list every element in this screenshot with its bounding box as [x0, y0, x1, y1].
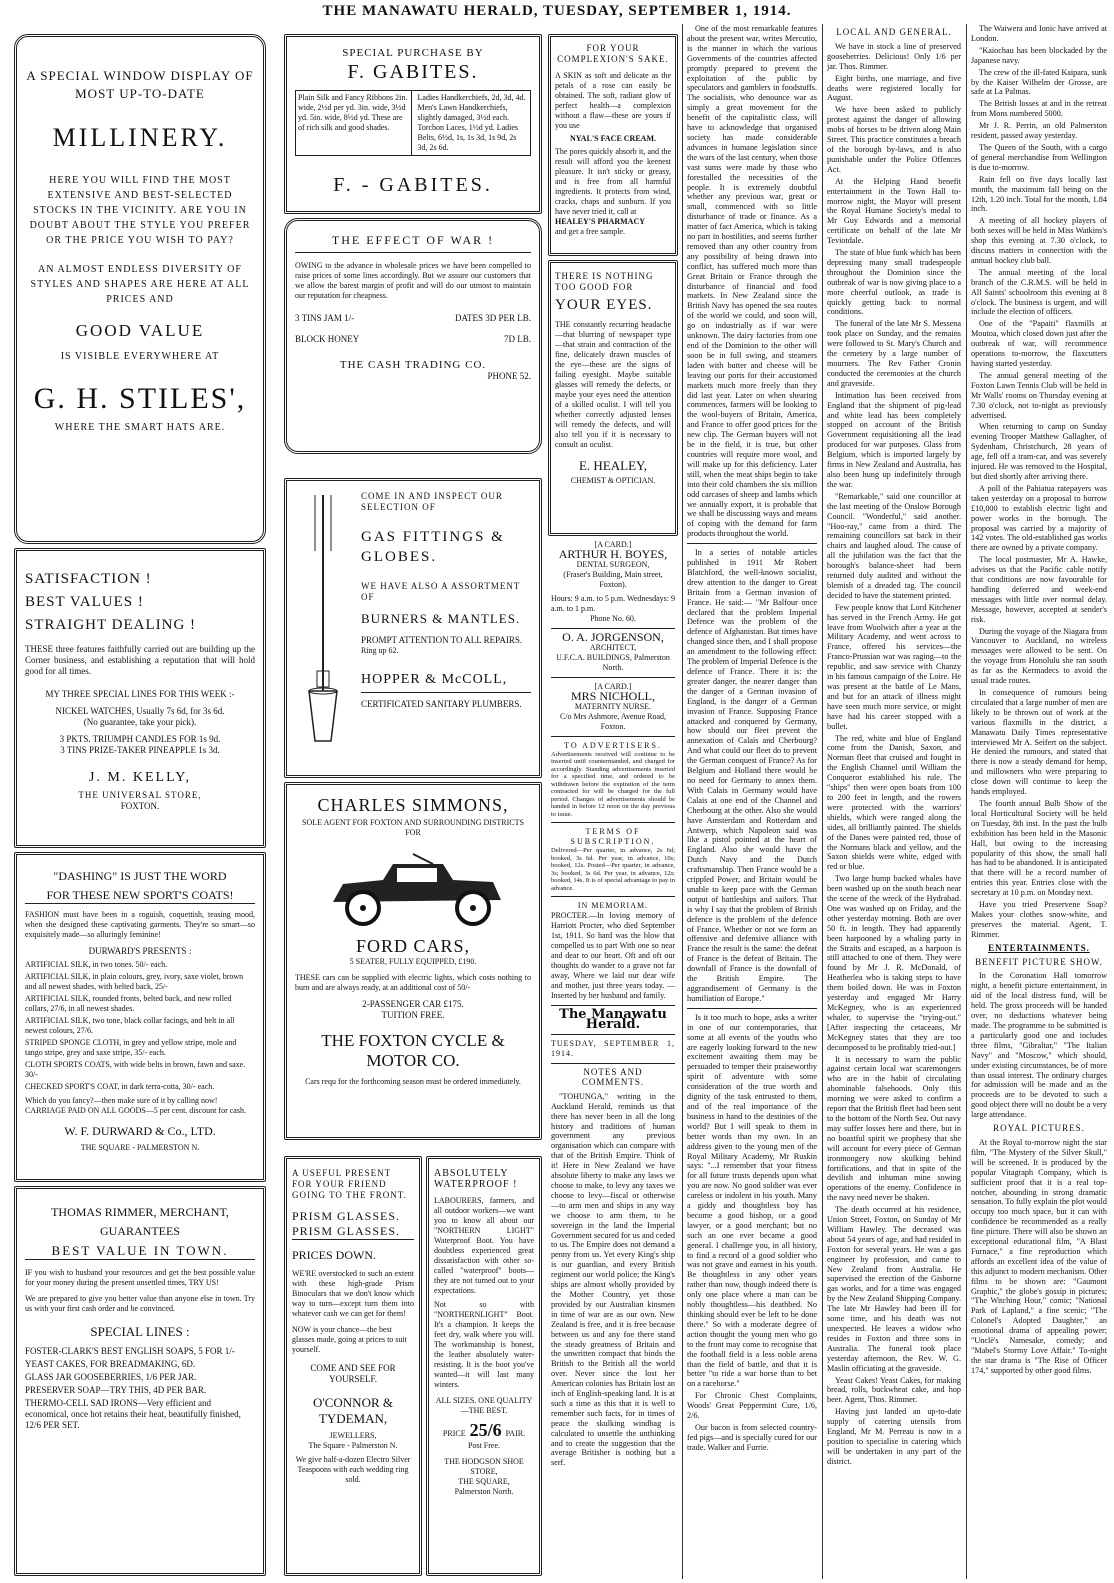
jorgenson-addr: U.F.C.A. BUILDINGS, Palmerston North.: [556, 652, 670, 672]
prism-body2: NOW is your chance—the best glasses made, going at prices to suit yourself.: [292, 1325, 407, 1354]
column-local: [824, 24, 964, 1579]
kelly-h3: STRAIGHT DEALING !: [25, 617, 197, 633]
kelly-h1: SATISFACTION !: [25, 571, 152, 587]
column-right: [968, 24, 1110, 1579]
healey-intro: FOR YOUR COMPLEXION'S SAKE.: [557, 43, 669, 64]
eyes-name: E. HEALEY,: [578, 458, 647, 473]
durward-address: THE SQUARE - PALMERSTON N.: [80, 1143, 200, 1152]
benefit-title: BENEFIT PICTURE SHOW.: [975, 956, 1103, 967]
prism-come: COME AND SEE FOR YOURSELF.: [310, 1363, 396, 1384]
boyes-addr: (Fraser's Building, Main street, Foxton).: [563, 569, 663, 589]
stiles-intro: A SPECIAL WINDOW DISPLAY OF MOST UP-TO-DATE: [26, 68, 254, 101]
advertisers-title: TO ADVERTISERS.: [564, 740, 662, 750]
masthead: THE MANAWATU HERALD, TUESDAY, SEPTEMBER 1, 1914.: [322, 3, 792, 19]
prism-down: PRICES DOWN.: [292, 1248, 377, 1262]
kelly-h2: BEST VALUES !: [25, 594, 144, 610]
simmons-cars: FORD CARS,: [355, 936, 471, 956]
rimmer-title: THOMAS RIMMER, MERCHANT,: [51, 1205, 229, 1219]
local-item: The red, white and blue of England come from the Danish, Saxon, and Norman fleet that cruised and fought in the English Channel until William the Conqueror established his rule. The "ships" then were open boats from 100 to 200 feet in length, and the rowers were protected with the warriors' shields, which were ranged along the sides, all brilliantly painted. The shields of the Danes were painted red, those of the Normans black and yellow, and the Saxon shields were white, edged with red or blue.: [827, 733, 961, 872]
eyes-trade: CHEMIST & OPTICIAN.: [570, 476, 656, 485]
nicholl-trade: MATERNITY NURSE.: [574, 701, 652, 711]
durward-h1: "DASHING" IS JUST THE WORD: [53, 869, 227, 883]
kelly-name: J. M. KELLY,: [88, 770, 192, 785]
column-cards: [548, 540, 678, 1579]
rimmer-item: FOSTER-CLARK'S BEST ENGLISH SOAPS, 5 FOR 1/-: [25, 1346, 235, 1356]
hodgson-sizes: ALL SIZES. ONE QUALITY—THE BEST.: [435, 1396, 533, 1415]
rimmer-body2: We are prepared to give you better value than anyone else in town. Try us with your first cash order and be convinced.: [25, 1294, 255, 1313]
ad-healey-complexion: [548, 34, 678, 256]
rimmer-item: PRESERVER SOAP—TRY THIS, 4D PER BAR.: [25, 1385, 207, 1395]
prism-give: We give half-a-dozen Electro Silver Teaspoons with each wedding ring sold.: [295, 1455, 411, 1484]
notes-title: NOTES AND COMMENTS.: [581, 1067, 645, 1087]
article-remarkable: One of the most remarkable features about the present war, writes Mercutio, is the manner in which the various Governments of the countries affected promptly prepared to prevent the exploitation of the public by speculators and gamblers in foodstuffs. The socialists, who denounce war as simply a great movement for the benefit of the capitalistic class, will have to acknowledge that organised society has made considerable advances in humane legislation since the wars of the last century, when those vast sums were made by those who forestalled the necessities of the people. It is extremely doubtful whether any previous war, great or small, commenced with so little disturbance of trade or finance. As a matter of fact America, which is taking no part in hostilities, and seems further removed than any other country from any possibility of being drawn into conflict, has suffered much more than Great Britain or France through the disturbance of financial and food markets. In New Zealand since the British Navy has opened the sea routes of the world we could, and soon will, go on industrially as if war were unknown. The dairy factories from one end of the Dominion to the other will soon be in full swing, and steamers laden with butter and cheese will be leaving our ports for their accustomed markets much more freely than they did last year. Later on when shearing commences, farmers will be looking to the wool-buyers of Britain, America, and France to offer good prices for the new clip. The German buyers will not be in the field, it is true, but other countries will require more wool, and will make up for this deficiency. Later still, when the meat ships begin to take into their cold chambers the six million odd carcases of sheep and lambs which we annually export, it is probable that we shall be discussing ways and means of coping with the demand for farm products throughout the world.: [687, 24, 817, 539]
article-blatchford: In a series of notable articles published in 1911 Mr Robert Blatchford, the well-known socialist, drew attention to the danger to Great Britain from a German invasion of France. He said:— "Mr Balfour once declared that the problem Imperial Defence was the problem of the defence of Afghanistan. But times have changed since then, and I shall propose an amendment to the following effect: The problem of Imperial Defence is the defence of France. There it is: the greater danger, the nearer danger than the danger of a German invasion of England, is the danger of a German invasion of France. Supposing France attacked and conquered by Germany, how should our fleet prevent the annexation of Calais and Cherbourg? And what could our fleet do to prevent the German conquest of France? As for Belgium and Holland there would be no need for Germany to annex them. With Calais in Germany would have Calais at one end of the Channel and Cherbourg at the other. Also she would have Amsterdam and Rotterdam and Antwerp, which Napoleon said was like a pistol pointed at the heart of England. Also she would have the Dutch Navy and the Dutch craftsmanship. Then France would be a crippled Power, and Britain would be unable to keep pace with the German output of battleships and sailors. That is why I say that the problem of British defence is the problem of the defence of France. Whether or not we form an offensive and defensive alliance with France the result is the same: the defeat of France is the defeat of Britain. The downfall of France is the downfall of the British Empire. The aggrandisement of Germany is the humiliation of Europe.": [687, 548, 817, 1003]
news-item: Rain fell on five days locally last month, the maximum fall being on the 12th, 1.20 inch. Total for the month, 1.84 inch.: [971, 174, 1107, 214]
stiles-body2: AN ALMOST ENDLESS DIVERSITY OF STYLES AND SHAPES ARE HERE AT ALL PRICES AND: [30, 264, 250, 305]
boyes-card: [A CARD.]: [594, 540, 632, 549]
local-item: Two large hump backed whales have been washed up on the south beach near the scene of the wreck of the Hydrabad. One was washed up on Friday, and the other yesterday morning. Both are over 50 ft. in length. They had apparently been harpooned by a whaling party in the Straits and escaped, as a harpoon is still attached to one of them. They were found by Mr J. R. McDonald, of Heatherlea who is taking steps to have them boiled down. He was in Foxton yesterday and engaged Mr Harry McKegney, who is an experienced whaler, to supervise the "trying-out." [After inspecting the cetaceans, Mr McKegney states that they are too decomposed to be profitably tried-out.]: [827, 874, 961, 1052]
simmons-spec: 5 SEATER, FULLY EQUIPPED, £190.: [349, 957, 477, 966]
hodgson-body2: Not so with "NORTHERNLIGHT" Boot. It's a champion. It keeps the feet dry, walk where you will. The workmanship is honest, the leather absolutely water-resisting. It is the boot you've wanted—it will last many winters.: [434, 1300, 534, 1389]
nicholl-addr: C/o Mrs Ashmore, Avenue Road, Foxton.: [559, 711, 667, 731]
kelly-line1: NICKEL WATCHES, Usually 7s 6d, for 3s 6d.: [55, 706, 225, 716]
hopper-ring: Ring up 62.: [361, 646, 399, 655]
hopper-intro: COME IN AND INSPECT OUR SELECTION OF: [361, 491, 503, 512]
news-item: A meeting of all hockey players of both sexes will be held in Miss Watkins's shop this evening at 7.30 o'clock, to discuss matters in connection with the annual hockey club ball.: [971, 216, 1107, 265]
ad-hodgson: [426, 1156, 542, 1576]
news-item: The annual general meeting of the Foxton Lawn Tennis Club will be held in Mr Walls' rooms on Thursday evening at 7.30 o'clock, not to-night as previously advertised.: [971, 370, 1107, 420]
gabites-right: Ladies Handkerchiefs, 2d, 3d, 4d. Men's Lawn Handkerchiefs, slightly damaged, 3½d each. Torchon Laces, 1½d yd. Ladies Belts, 6½d, 1s, 1s 3d, 1s 9d, 2s 3d, 2s 6d.: [417, 93, 526, 152]
ad-prism: [284, 1156, 422, 1576]
ad-durward: [14, 852, 266, 1182]
stiles-good-value: GOOD VALUE: [75, 321, 205, 340]
gabites-left: Plain Silk and Fancy Ribbons 2in. wide, 2½d per yd. 3in. wide, 3½d yd. 5in. wide, 8½d yd. These are of rich silk and good shades.: [296, 91, 412, 155]
column-4: [684, 24, 820, 1579]
durward-item: CLOTH SPORTS COATS, with wide belts in brown, fawn and saxe. 30/-: [25, 1060, 246, 1079]
news-item: The fourth annual Bulb Show of the local Horticultural Society will be held on Tuesday, 8th inst. In the past the bulb exhibition has been held in the Masonic Hall, but owing to the increasing popularity of this show, the small hall has had to be abandoned. It is anticipated that there will be a record number of entries this year. Entries close with the secretary at 10 p.m. on Monday next.: [971, 798, 1107, 898]
simmons-body: THESE cars can be supplied with electric lights, which costs nothing to burn and are always ready, at an additional cost of 50/-: [295, 973, 531, 992]
prism-name: O'CONNOR & TYDEMAN,: [313, 1395, 393, 1426]
hodgson-price-label: PRICE: [442, 1429, 466, 1438]
gabites-intro: SPECIAL PURCHASE BY: [342, 47, 484, 59]
ad-gabites: [284, 34, 542, 214]
healey-product: NYAL'S FACE CREAM.: [569, 134, 656, 143]
prism-title2: PRISM GLASSES.: [292, 1224, 414, 1240]
kelly-town: FOXTON.: [120, 801, 160, 811]
durward-h2: FOR THESE NEW SPORT'S COATS!: [25, 888, 255, 904]
news-item: "Kaiochau has been blockaded by the Japanese navy.: [971, 45, 1107, 65]
boyes-phone: Phone No. 60.: [590, 613, 636, 623]
cash-body: OWING to the advance in wholesale prices we have been compelled to raise prices of some lines accordingly. But we assure our customers that we allow the barest margin of profit and will do our utmost to maintain our reputation for cheapness.: [295, 261, 531, 300]
news-item: The annual meeting of the local branch of the C.R.M.S. will be held in All Saints' schoolroom this evening at 8 o'clock. The business is urgent, and will include the election of officers.: [971, 267, 1107, 317]
article-young: Is it too much to hope, asks a writer in one of our contemporaries, that some at all events of the youths who are eagerly looking forward to the new excitement awaiting them may be persuaded to temper their praiseworthy spirit of adventure with some consideration of the true worth and dignity of the task entrusted to them, and of the real importance of the business in hand to the destinies of the world? But I will speak to them in better words than my own. In an address given to the young men of the Royal Military Academy, Mr Ruskin says: "...I remember that your fitness for all future trusts depends upon what you are now. No good soldier was ever careless or indolent in his youth. Many a giddy and thoughtless boy has become a good bishop, or a good lawyer, or a good merchant; but no such an one ever became a good general. I challenge you, in all history, to find a record of a good soldier who was not grave and earnest in his youth. Be thoughtless in any other years rather than now, though indeed there is only one place where a man can be nobly thoughtless—his deathbed. No thinking should ever be left to be done there." So with a moderate degree of action thought the young men who go to the front may come to recognise that the football field is a less noble arena than the field of battle, and that it is better "to ride a war horse than to bet on a racehorse.": [687, 1012, 817, 1389]
hodgson-body: LABOURERS, farmers, and all outdoor workers—we want you to know all about our "NORTHERN LIGHT" Waterproof Boot. You have doubtless experienced great dissatisfaction with other so-called "waterproof" boots—they are not turned out to your expectations.: [434, 1196, 534, 1295]
durward-presents: DURWARD'S PRESENTS :: [88, 946, 192, 956]
local-item: We have in stock a line of preserved gooseberries. Delicious! Only 1/6 per jar. Thos. Rimmer.: [827, 41, 961, 71]
boyes-name: ARTHUR H. BOYES,: [558, 547, 668, 561]
local-item: Eight births, one marriage, and five deaths were registered locally for August.: [827, 73, 961, 103]
stiles-tagline: WHERE THE SMART HATS ARE.: [54, 422, 226, 433]
entertainments-title: ENTERTAINMENTS.: [988, 942, 1090, 953]
news-item: A poll of the Pahiatua ratepayers was taken yesterday on a proposal to borrow £10,000 to establish electric light and power works in the borough. The proposal was carried by a majority of 142 votes. The old-established gas works there are owned by a private company.: [971, 483, 1107, 553]
durward-items: [25, 960, 255, 1092]
local-item: It is necessary to warn the public against certain local war scaremongers who are in the habit of circulating abominable falsehoods. Only this morning we were asked to confirm a report that the British fleet had been sent to the bottom of the North Sea. Out navy may suffer losses here and there, but in no boastful spirit we prophesy that she will account for every piece of German ironmongery now skulking behind fortifications, and that in spite of the devilish and inhuman mine sowing operations of the enemy. Confidence in the navy need never be shaken.: [827, 1054, 961, 1203]
benefit-body: In the Coronation Hall tomorrow night, a benefit picture entertainment, in aid of the local distress fund, will be held. The gross proceeds will be handed over, no deductions whatever being made. The programme to be submitted is a particularly good one and includes three films, "Gibraltar," "The Italian Navy" and "Moscow," which should, under existing circumstances, be of more than usual interest. The ordinary charges for admission will be made and as the proceeds are to be devoted to such a good object there will no doubt be a very large attendance.: [971, 971, 1107, 1120]
ad-kelly: [14, 548, 266, 848]
ad-cash-trading: [284, 218, 542, 454]
durward-footer: Which do you fancy?—then make sure of it by calling now! CARRIAGE PAID ON ALL GOODS—5 per cent. discount for cash.: [25, 1096, 246, 1115]
prism-jewellers: JEWELLERS,: [329, 1431, 377, 1440]
rimmer-item: THERMO-CELL SAD IRONS—Very efficient and economical, once hot retains their heat, beautifully finished, 12/6 PER SET.: [25, 1398, 241, 1430]
hopper-title: GAS FITTINGS & GLOBES.: [361, 529, 505, 565]
durward-body: FASHION must have been in a roguish, coquettish, teasing mood, when she designed these captivating garments. They're so smart—so exquisitely made—so alluringly feminine!: [25, 910, 255, 939]
local-item: Intimation has been received from England that the shipment of pig-lead and white lead has been completely stopped on account of the British Government requisitioning all the lead produced for war purposes. Glass from Belgium, which is imported largely by firms in New Zealand and Australia, has also been hung up indefinitely through the war.: [827, 390, 961, 489]
eyes-body: THE constantly recurring headache—that blurring of newspaper type—that strain and contraction of the fine, delicately drawn muscles of the eye—these are the signs of failing eyesight. Maybe suitable glasses will remedy the defects, or maybe your eyes need the attention of a skilled oculist. I will tell you whether correctly adjusted lenses will remedy the defects, and will also tell you if it is necessary to consult an oculist.: [555, 320, 671, 449]
durward-item: ARTIFICIAL SILK, in two tones. 50/- each.: [25, 960, 168, 969]
news-item: The local postmaster, Mr A. Hawke, advises us that the Pacific cable notify that conditions are now favourable for handling deferred and week-end messages with little over normal delay. Message, however, accepted at sender's risk.: [971, 555, 1107, 624]
hodgson-name: THE HODGSON SHOE STORE,: [444, 1457, 524, 1476]
hodgson-pair: PAIR.: [505, 1429, 526, 1438]
rimmer-items: [25, 1346, 255, 1431]
news-item: The Queen of the South, with a cargo of general merchandise from Wellington is due to-morrow.: [971, 142, 1107, 172]
hodgson-title: ABSOLUTELY WATERPROOF !: [434, 1168, 518, 1190]
news-item: One of the "Papaiti" flaxmills at Moutoa, which closed down just after the outbreak of war, will recommence operations to-morrow, the flaxcutters having started yesterday.: [971, 319, 1107, 368]
durward-item: ARTIFICIAL SILK, in plain colours, grey, ivory, saxe violet, brown and all newest shades, with belted back, 25/-: [25, 972, 244, 991]
news-item: Have you tried Preservene Soap? Makes your clothes snow-white, and preserves the material. Agent, T. Rimmer.: [971, 900, 1107, 939]
local-item: We have been asked to publicly protest against the danger of allowing mobs of horses to be driven along Main Street. This practice constitutes a breach of the borough by-laws, and is also punishable under the Police Offences Act.: [827, 105, 961, 174]
kelly-body: THESE three features faithfully carried out are building up the Corner business, and establishing a reputation that will hold good for all times.: [25, 644, 255, 676]
ad-healey-eyes: [548, 260, 678, 536]
local-item: At the Helping Hand benefit entertainment in the Town Hall to-morrow night, the Mayor will present the Royal Humane Society's medal to Mr Guy Edwards and a memorial certificate on behalf of the late Mr Teviotdale.: [827, 176, 961, 246]
notes-body: "TOHUNGA," writing in the Auckland Herald, reminds us that there has never been in all the long history and traditions of human government any previous organisation which can compare with that of the British Empire. Think of it! Here in New Zealand we have absolute liberty to make any laws we choose to make, to levy any taxes we choose to levy—fiscal or otherwise—to arm men and ships in any way we choose to arm them, to be sovereign in the land the Imperial Government secured for us and ceded to us. The Empire does not demand a penny from us. Yet every King's ship is our guardian, and every British regiment our world police; the King's ships are almost wholly provided by the Mother Country, yet those provided by our Australian kinsmen in time of war are as our own. New Zealand is free, and it is free because between us and any foe there stand the steady greatness of Britain and the unwritten compact that binds the British to the British all the world over. Never since the lost her American colonies has Britain lost an inch of English-speaking land. It is at such a time as this that it is well to remember such facts, for in times of peace the skulking windbag is calculated to unsettle the unthinking and to create the suggestion that the average Britisher is nothing but a serf.: [551, 1091, 675, 1468]
kelly-line3: 3 TINS PRIZE-TAKER PINEAPPLE 1s 3d.: [60, 745, 220, 755]
eyes-title: YOUR EYES.: [555, 297, 653, 313]
hopper-also: WE HAVE ALSO A ASSORTMENT OF: [361, 581, 521, 602]
memoriam-body: PROCTER.—In loving memory of Harriott Procter, who died September 1st, 1911. So hard was the blow that compelled us to part With one so near and dear to our heart. Oft and oft our thoughts do wander to a grave not far away, Where we laid our dear wife and mother, just three years today. —Inserted by her husband and family.: [551, 911, 675, 1001]
rimmer-best: BEST VALUE IN TOWN.: [25, 1243, 255, 1260]
ad-simmons: [284, 782, 542, 1140]
eyes-intro: THERE IS NOTHING TOO GOOD FOR: [555, 271, 654, 292]
hodgson-price: 25/6: [469, 1420, 502, 1440]
ford-car-image: [313, 844, 513, 934]
news-item: In consequence of rumours being circulated that a large number of men are likely to be thrown out of work at the various flaxmills in the district, a Manawatu Daily Times representative interviewed Mr A. Seifert on the subject. He denied the rumours, and stated that there is now a steady demand for hemp, and millowners who were preparing to close down will continue to keep the hands employed.: [971, 688, 1107, 797]
hodgson-town: Palmerston North.: [454, 1487, 514, 1496]
hopper-prompt: PROMPT ATTENTION TO ALL REPAIRS.: [361, 635, 523, 645]
local-item: Having just landed an up-to-date supply of catering utensils from England, Mr M. Perreau is now in a position to specialise in catering which will be undertaken in any part of the district.: [827, 1407, 961, 1466]
cash-line2b: 7D LB.: [504, 334, 531, 344]
article-bacon: Our bacon is from selected country-fed pigs—and is specially cured for our trade. Walker and Furrie.: [687, 1422, 817, 1452]
hopper-name: HOPPER & McCOLL,: [361, 672, 531, 693]
boyes-hours: Hours: 9 a.m. to 5 p.m. Wednesdays: 9 a.m. to 1 p.m.: [551, 593, 675, 613]
healey-body: A SKIN as soft and delicate as the petals of a rose can easily be obtained. The soft, radiant glow of perfect health—a complexion without a flaw—these are yours if you use: [555, 71, 671, 130]
prism-intro: A USEFUL PRESENT FOR YOUR FRIEND GOING TO THE FRONT.: [292, 1168, 407, 1200]
advertisers-body: Advertisements received will continue to be inserted until countermanded, and charged for accordingly. Standing advertisements inserted for a specified time, and ordered to be withdrawn before the expiration of the term contracted for will be charged for the full period. Changes of advertisements should be handed in before 12 noon on the day previous to issue.: [551, 750, 675, 818]
local-item: The death occurred at his residence, Union Street, Foxton, on Sunday of Mr William Hawley. The deceased was about 54 years of age, and had resided in Foxton for several years. He was a gas engineer by profession, and came to New Zealand from Australia. He supervised the erection of the Gisborne gas works, and for a time was engaged by the New Zealand Shipping Company. The late Mr Hawley had been ill for some time, and his death was not unexpected. He leaves a widow who resides in Foxton and three sons in Australia. The funeral took place yesterday afternoon, the Rev. W. G. Maslin officiating at the graveside.: [827, 1205, 961, 1373]
local-item: Yeast Cakes! Yeast Cakes, for making bread, rolls, buckwheat cake, and hop beer. Agent, Thos. Rimmer.: [827, 1375, 961, 1405]
jorgenson-trade: ARCHITECT,: [589, 642, 637, 652]
kelly-line2: 3 PKTS. TRIUMPH CANDLES FOR 1s 9d.: [59, 734, 221, 744]
news-item: The crew of the ill-fated Kaipara, sunk by the Kaiser Wilhelm der Grosse, are safe at La Palmas.: [971, 67, 1107, 97]
prism-title1: PRISM GLASSES.: [292, 1209, 401, 1223]
simmons-two: 2-PASSENGER CAR £175.: [362, 999, 464, 1009]
news-item: Mr J. R. Perrin, an old Palmerston resident, passed away yesterday.: [971, 121, 1107, 141]
durward-item: ARTIFICIAL SILK, two tone, black collar facings, and belt in all newest colours, 27/6.: [25, 1016, 235, 1035]
rimmer-body: IF you wish to husband your resources and get the best possible value for your money during the present unsettled times, TRY US!: [25, 1268, 255, 1287]
royal-body: At the Royal to-morrow night the star film, "The Mystery of the Silver Skull," will be screened. It is produced by the popular Vitagraph Company, which is sufficient proof that it is a real top-notcher, abounding in strong dramatic sensation. To fully explain the plot would occupy too much space, but it can with confidence be recommended as a really fine picture. There will also be shown an exceptional educational film, "A Blast Furnace," a fine reproduction which affords an excellent idea of the value of this adjunct to modern mechanism. Other films to be shown are: "Gaumont Graphic," the globe's gossip in pictures; "The Witching Hour," comic; "National Park of Lapland," a fine scenic; "The Colonel's Adopted Daughter," an emotional drama of appealing power; "Unclè's Namesake, comedy; and "Mabel's Stormy Love Affair." To-night the star drama is "The Rise of Officer 174," supported by other good films.: [971, 1137, 1107, 1375]
nicholl-card: [A CARD.]: [594, 681, 632, 691]
kelly-store: THE UNIVERSAL STORE,: [78, 790, 202, 800]
kelly-line1b: (No guarantee, take your pick).: [83, 717, 197, 727]
news-item: During the voyage of the Niagara from Vancouver to Auckland, no wireless messages were allowed to be sent. On the voyage from Honolulu she ran south as far as the Kermadecs to avoid the usual trade routes.: [971, 626, 1107, 686]
stiles-visible: IS VISIBLE EVERYWHERE AT: [60, 351, 220, 362]
article-chronic: For Chronic Chest Complaints, Woods' Great Peppermint Cure, 1/6, 2/6.: [687, 1391, 817, 1421]
cash-line1a: 3 TINS JAM 1/-: [295, 313, 355, 323]
kelly-lines-title: MY THREE SPECIAL LINES FOR THIS WEEK :-: [45, 689, 235, 699]
ad-hopper: [284, 478, 542, 778]
hopper-trade: CERTIFICATED SANITARY PLUMBERS.: [361, 699, 522, 709]
healey-body2: The pores quickly absorb it, and the result will afford you the keenest pleasure. It isn't sticky or greasy, and is free from all harmful ingredients. It protects from wind, cracks, chaps and sunburn. If you have never tried it, call at: [555, 147, 671, 216]
news-item: The Waiwera and Ionic have arrived at London.: [971, 24, 1107, 43]
rimmer-guarantees: GUARANTEES: [100, 1224, 180, 1238]
cash-line1b: DATES 3D PER LB.: [454, 313, 531, 323]
rimmer-special: SPECIAL LINES :: [90, 1324, 190, 1339]
news-item: When returning to camp on Sunday evening Trooper Matthew Gallagher, of Sydenham, Christchurch, 28 years of age, fell off a tram-car, and was severely injured. He was removed to the Hospital, but died shortly after arriving there.: [971, 422, 1107, 481]
local-item: The funeral of the late Mr S. Messena took place on Sunday, and the remains were followed to St. Mary's Church and the cemetery by a large number of mourners. The Rev Father Cronin conducted the ceremonies at the church and graveside.: [827, 319, 961, 388]
ad-stiles: [14, 34, 266, 544]
rimmer-item: YEAST CAKES, FOR BREADMAKING, 6D.: [25, 1359, 196, 1369]
hodgson-post: Post Free.: [468, 1441, 500, 1450]
healey-pharmacy: HEALEY'S PHARMACY: [555, 217, 646, 226]
healey-sample: and get a free sample.: [555, 227, 625, 236]
paper-title: The Manawatu Herald.: [559, 1007, 667, 1033]
local-title: LOCAL AND GENERAL.: [836, 27, 952, 37]
prism-address: The Square - Palmerston N.: [308, 1441, 398, 1450]
gabites-name: F. GABITES.: [347, 61, 479, 83]
stiles-name: G. H. STILES',: [33, 382, 247, 415]
nicholl-name: MRS NICHOLL,: [570, 688, 655, 703]
simmons-footer: Cars requ for the forthcoming season must be ordered immediately.: [305, 1077, 521, 1086]
gabites-footer: F. - GABITES.: [333, 174, 493, 196]
paper-date: TUESDAY, SEPTEMBER 1, 1914.: [551, 1039, 675, 1059]
subscription-title: TERMS OF SUBSCRIPTION.: [570, 827, 656, 847]
hopper-burners: BURNERS & MANTLES.: [361, 611, 521, 626]
cash-phone: PHONE 52.: [487, 371, 531, 381]
subscription-body: Delivered—Per quarter, in advance, 2s 6d; booked, 3s 6d. Per year, in advance, 10s; booked, 12s. Posted—Per quarter, in advance, 3s; booked, 3s 6d. Per year, in advance, 12s; booked, 14s. It is of special advantage to pay in advance.: [551, 847, 675, 892]
simmons-agent: SOLE AGENT FOR FOXTON AND SURROUNDING DISTRICTS FOR: [302, 818, 524, 837]
simmons-company: THE FOXTON CYCLE & MOTOR CO.: [321, 1031, 505, 1070]
hodgson-square: THE SQUARE,: [458, 1477, 510, 1486]
royal-title: ROYAL PICTURES.: [993, 1123, 1085, 1134]
jorgenson-name: O. A. JORGENSON,: [562, 629, 664, 644]
stiles-body: HERE YOU WILL FIND THE MOST EXTENSIVE AND BEST-SELECTED STOCKS IN THE VICINITY. ARE YOU IN DOUBT ABOUT THE STYLE YOU PREFER OR THE PRICE YOU WISH TO PAY?: [29, 175, 251, 246]
news-item: The British losses at and in the retreat from Mons numbered 5000.: [971, 99, 1107, 119]
durward-name: W. F. DURWARD & Co., LTD.: [64, 1124, 216, 1138]
local-item: The state of blue funk which has been depressing many small tradespeople throughout the Dominion since the outbreak of war is now giving place to a more cheerful outlook, as trade is quickly getting back to normal conditions.: [827, 248, 961, 317]
cash-title: THE EFFECT OF WAR !: [295, 233, 531, 253]
prism-body: WE'RE overstocked to such an extent with these high-grade Prism Binoculars that we don't know which way to turn—except turn them into whatever cash we can get for them!: [292, 1269, 414, 1318]
durward-item: CHECKED SPORT'S COAT, in dark terra-cotta, 30/- each.: [25, 1082, 215, 1091]
rimmer-item: GLASS JAR GOOSEBERRIES, 1/6 PER JAR.: [25, 1372, 197, 1382]
simmons-tuition: TUITION FREE.: [381, 1010, 445, 1020]
cash-line2a: BLOCK HONEY: [295, 334, 360, 344]
cash-name: THE CASH TRADING CO.: [339, 359, 487, 371]
gas-lamp-icon: [295, 491, 351, 761]
local-item: "Remarkable," said one councillor at the last meeting of the Onslow Borough Council. "Wonderful," said another. "Hoo-ray," came from a third. The remaining councillors sat back in their chairs and laughed aloud. The cause of all the jubilation was the fact that the borough's balance-sheet had been returned duly audited and without the blemish of a dreaded tag. The council decided to have the statement printed.: [827, 491, 961, 600]
memoriam-title: IN MEMORIAM.: [577, 901, 649, 911]
local-item: Few people know that Lord Kitchener has served in the French Army. He got leave from Woolwich after a year at the Military Academy, and went across to France, offered his services—the Franco-Prussian war was raging—to the republic, and saw service with Chanzy in his famous campaign of the Loire. He was present at the battle of Le Mans, and but for an attack of illness might have seen much more service, or might have had his career stopped with a bullet.: [827, 602, 961, 731]
simmons-name: CHARLES SIMMONS,: [317, 795, 509, 815]
boyes-trade: DENTAL SURGEON,: [576, 559, 650, 569]
durward-item: ARTIFICIAL SILK, rounded fronts, belted back, and new rolled collars, 27/6, in all newest shades.: [25, 994, 232, 1013]
stiles-title: MILLINERY.: [52, 123, 228, 152]
durward-item: STRIPED SPONGE CLOTH, in grey and yellow stripe, mole and tango stripe, grey and saxe stripe, 35/- each.: [25, 1038, 237, 1057]
ad-rimmer: [14, 1186, 266, 1576]
